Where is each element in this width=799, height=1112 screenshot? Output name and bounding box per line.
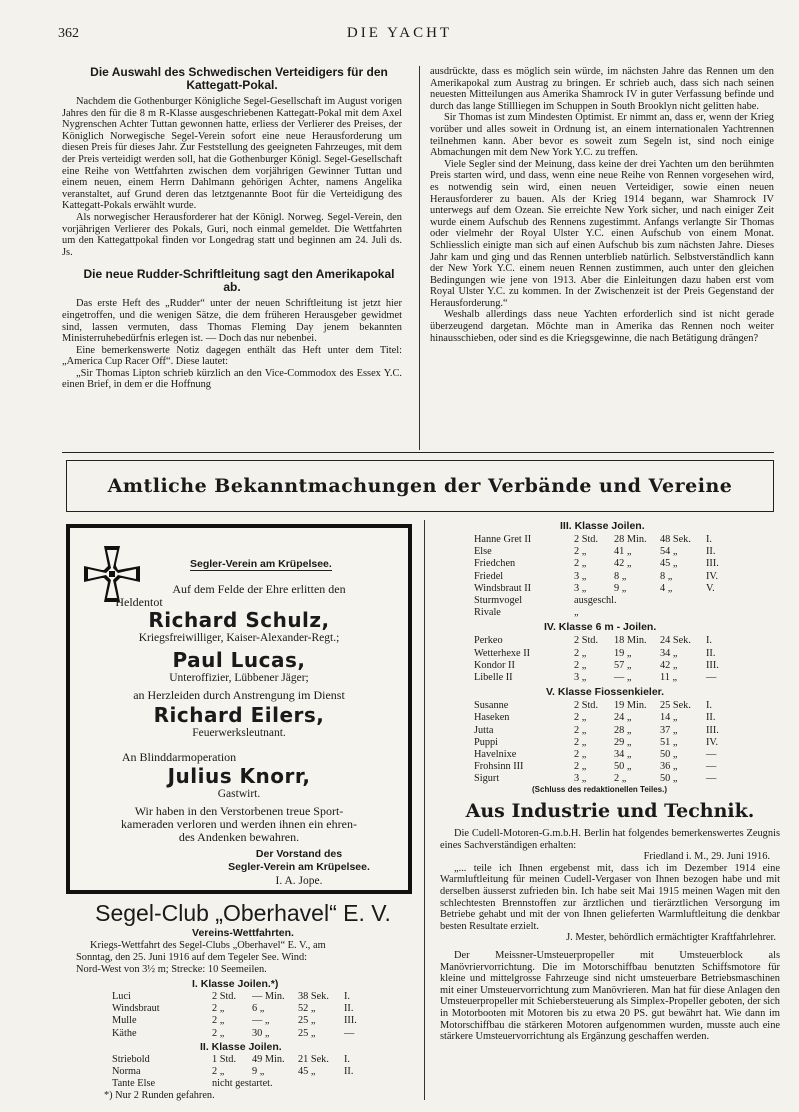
paragraph: Viele Segler sind der Meinung, dass keine der drei Yachten um den berühmten Preis starten wird, und dass, wenn eine neue Reihe von Rennen vorgesehen wird, es notwendig sein wird, einen neuen Verteidiger, sowie einen neuen Herausforderer zu bauen. Als der Krieg 1914 begann, war Shamrock IV unterwegs auf dem Ozean. Sie erreichte New York sicher, und nach einiger Zeit wurde einem Aufschub des Rennens zugestimmt. Anfangs verlangte Sir Thomas oder vielmehr der Royal Ulster Y.C. einen Aufschub von einem Monat. Schliesslich einigte man sich auf einen Aufschub bis zum nächsten Jahre. Dieses Jahr kam und ging und das Rennen unterblieb natürlich. Selbstverständlich kann der New York Y.C. einem neuen Rennen zustimmen, auch unter den gleichen Bedingungen wie jene von 1913. Aber die Einleitungen dazu haben erst vom Royal Ulster Y.C. zu kommen. In der Zwischenzeit ist der Preis Gegenstand der Herausforderung.“ <box>430 158 774 309</box>
placement: II. <box>706 546 716 558</box>
time-minutes: 2 „ <box>614 773 627 785</box>
paragraph: Die Cudell-Motoren-G.m.b.H. Berlin hat folgendes bemerkenswertes Zeugnis eines Sachverständigen erhalten: <box>440 828 780 851</box>
time-hours: 2 Std. <box>574 534 599 545</box>
time-hours: nicht gestartet. <box>212 1078 273 1090</box>
paragraph: Als norwegischer Herausforderer hat der Königl. Norweg. Segel-Verein, den vorjährigen Verlierer des Pokals, Guri, noch einmal gemeldet. Die Wettfahrten um den Kattegattpokal finden vor Longedrag statt und beginnen am 24. Juli ds. Js. <box>62 211 402 258</box>
fallen-description: Gastwirt. <box>217 788 261 800</box>
time-minutes: 6 „ <box>252 1003 265 1015</box>
time-hours: 2 „ <box>574 558 587 570</box>
time-minutes: 18 Min. <box>614 635 647 647</box>
time-minutes: 50 „ <box>614 761 632 773</box>
boat-name: Käthe <box>112 1027 137 1039</box>
boat-name: Jutta <box>474 724 494 736</box>
time-hours: 2 „ <box>574 761 587 773</box>
placement: I. <box>344 1053 351 1065</box>
time-seconds: 37 „ <box>660 724 678 736</box>
time-minutes: 28 Min. <box>614 534 647 545</box>
time-hours: 3 „ <box>574 672 587 683</box>
paragraph: Der Meissner-Umsteuerpropeller mit Umsteuerblock als Manövriervorrichtung. Die im Motorschiffbau benutzten Schiffsmotore für kleine und mittelgrosse Fahrzeuge sind nicht umsteuerbare Betriebsmaschinen mit einer Umsteuervorrichtung zum Manövrieren. Man hat für diese Anlagen den Umsteuerpropeller mit Schiebersteuerung als Simplex-Propeller geboten, der sich in Motorbooten mit Motoren bis zu etwa 20 PS. gut bewährt hat. Wie dann im Motorschiffbau die stärkeren Motoren aufgenommen wurden, musste auch eine stärkere Umsteuervorrichtung als Ergänzung geschaffen werden. <box>440 949 780 1043</box>
time-minutes: 9 „ <box>614 582 627 594</box>
time-seconds: 42 „ <box>660 659 678 671</box>
placement: II. <box>344 1003 354 1015</box>
placement: IV. <box>706 570 719 582</box>
time-seconds: 36 „ <box>660 761 678 773</box>
boat-name: Puppi <box>474 736 499 748</box>
time-hours: 2 „ <box>212 1027 225 1039</box>
class-heading: I. Klasse Joilen.*) <box>192 978 279 990</box>
dateline: Friedland i. M., 29. Juni 1916. <box>643 851 770 863</box>
time-hours: 2 „ <box>574 724 587 736</box>
placement: III. <box>706 558 719 570</box>
class-heading: II. Klasse Joilen. <box>200 1040 282 1053</box>
column-divider <box>424 520 425 1100</box>
signed-line: J. Mester, behördlich ermächtigter Kraftfahrlehrer. <box>566 932 776 944</box>
time-minutes: — „ <box>252 1015 270 1027</box>
closing-line: kameraden verloren und werden ihnen ein ehren- <box>121 817 357 831</box>
boat-name: Susanne <box>474 700 509 712</box>
time-seconds: 50 „ <box>660 773 678 785</box>
society-name: Segler-Verein am Krüpelsee. <box>190 558 332 570</box>
time-hours: 2 „ <box>574 546 587 558</box>
paragraph: ausdrückte, dass es möglich sein würde, im nächsten Jahre das Rennen um den Amerikapokal zum Austrag zu bringen. Er schrieb auch, dass sich nach seinen neuesten Mitteilungen aus Amerika Shamrock IV in guter Verfassung befinde und durch das lange Stillliegen im Schuppen in South Brooklyn nicht gelitten habe. <box>430 66 774 112</box>
boat-name: Luci <box>112 991 131 1002</box>
boat-name: Friedel <box>474 570 504 582</box>
time-minutes: — „ <box>614 672 632 683</box>
right-column-top <box>430 66 774 344</box>
time-minutes: 30 „ <box>252 1027 270 1039</box>
time-hours: 2 Std. <box>574 635 599 647</box>
paragraph: Eine bemerkenswerte Notiz dagegen enthält das Heft unter dem Titel: „America Cup Racer Off“. Diese lautet: <box>62 344 402 368</box>
placement: II. <box>344 1066 354 1077</box>
time-seconds: 8 „ <box>660 570 673 582</box>
intro-line: Auf dem Felde der Ehre erlitten den <box>172 582 346 596</box>
time-seconds: 25 „ <box>298 1027 316 1039</box>
industrie-column <box>440 828 780 1043</box>
placement: IV. <box>706 736 719 748</box>
official-announcements-banner <box>66 460 774 512</box>
paragraph: Weshalb allerdings dass neue Yachten erforderlich sind ist nicht gerade überzeugend dargetan. Möchte man in Amerika das Rennen noch weiter hinausschieben, oder sind es die Kriegsgewinne, die nach Betätigung drängen? <box>430 309 774 344</box>
boat-name: Perkeo <box>474 635 503 647</box>
time-minutes: 9 „ <box>252 1066 265 1077</box>
time-hours: 2 „ <box>574 712 587 724</box>
signature: I. A. Jope. <box>275 875 323 887</box>
intro-line: Nord-West von 3½ m; Strecke: 10 Seemeilen. <box>76 964 267 975</box>
end-note: (Schluss des redaktionellen Teiles.) <box>532 785 668 794</box>
placement: — <box>706 672 717 683</box>
class-results <box>474 520 774 790</box>
time-minutes: 42 „ <box>614 558 632 570</box>
placement: II. <box>706 712 716 724</box>
time-hours: 1 Std. <box>212 1053 237 1065</box>
boat-name: Windsbraut <box>112 1003 160 1015</box>
time-seconds: 25 Sek. <box>660 700 691 712</box>
time-hours: 3 „ <box>574 570 587 582</box>
time-hours: 2 „ <box>212 1015 225 1027</box>
board-line: Segler-Verein am Krüpelsee. <box>228 861 370 873</box>
time-seconds: 38 Sek. <box>298 991 329 1002</box>
boat-name: Libelle II <box>474 672 513 683</box>
fallen-name: Julius Knorr, <box>167 764 311 788</box>
time-hours: ausgeschl. <box>574 595 617 606</box>
fallen-description: Feuerwerksleutnant. <box>192 727 286 739</box>
time-seconds: 24 Sek. <box>660 635 691 647</box>
time-hours: 2 „ <box>574 647 587 659</box>
class-heading: III. Klasse Joilen. <box>560 520 645 532</box>
letter-text: „... teile ich Ihnen ergebenst mit, dass ich im Dezember 1914 eine Warmluftleitung für meinen Cudell-Vergaser von Ihnen bezogen habe und mit derselben äusserst zufrieden bin. Ich habe seit Mai 1915 meinen Wagen mit den schlechtesten Brennstoffen zur ärztlichen und tierärztlichen Versorgung im Betriebe gehabt und mit der von Ihnen gelieferten Warmluftleitung die denkbar besten Resultate erzielt. <box>440 862 780 932</box>
time-hours: 2 Std. <box>574 700 599 712</box>
cause-line: an Herzleiden durch Anstrengung im Dienst <box>133 688 345 702</box>
time-minutes: 24 „ <box>614 712 632 724</box>
boat-name: Wetterhexe II <box>474 647 531 659</box>
time-seconds: 21 Sek. <box>298 1053 329 1065</box>
time-seconds: 54 „ <box>660 546 678 558</box>
time-minutes: 49 Min. <box>252 1053 285 1065</box>
time-minutes: 29 „ <box>614 736 632 748</box>
time-seconds: 52 „ <box>298 1003 316 1015</box>
paragraph: Das erste Heft des „Rudder“ unter der neuen Schriftleitung ist jetzt hier eingetroffen, und die wenigen Sätze, die dem früheren Herausgeber gewidmet sind, lassen vermuten, dass Thomas Fleming Day jenem bekannten Ministerruhebedürfnis erlegen ist. — Doch das nur nebenbei. <box>62 298 402 345</box>
time-hours: 3 „ <box>574 582 587 594</box>
board-line: Der Vorstand des <box>255 848 343 860</box>
boat-name: Friedchen <box>474 558 516 570</box>
paragraph: Sir Thomas ist zum Mindesten Optimist. Er nimmt an, dass er, wenn der Krieg vorüber und alles soweit in Ordnung ist, an einem internationalen Yachtrennen teilnehmen kann. Aber bevor es soweit zum Segeln ist, sind noch einige Abmachungen mit dem New York Y.C. zu treffen. <box>430 112 774 159</box>
segel-club-intro <box>76 940 416 976</box>
time-hours: 2 „ <box>574 736 587 748</box>
boat-name: Haseken <box>474 712 510 724</box>
placement: — <box>706 773 717 785</box>
article-heading-kattegatt: Die Auswahl des Schwedischen Verteidigers für den Kattegatt-Pokal. <box>90 65 388 92</box>
paragraph: Nachdem die Gothenburger Königliche Segel-Gesellschaft im August vorigen Jahres den für die 8 m R-Klasse ausgeschriebenen Kattegatt-Pokal mit dem Axel Nygrenschen Achter Tuttan gewonnen hatte, erliess der Verlierer des Preises, der Königlich Norwegische Segel-Verein sofort eine neue Herausforderung um diesen Preis für dieses Jahr. Zur Feststellung des geeigneten Fahrzeuges, mit dem der Preis verteidigt werden soll, hat die Gothenburger Königl. Segel-Gesellschaft eine Reihe von Wettfahrten zwischen dem vorjährigen Gewinner Tuttan und einem neuen, einem Herrn Dahlmann gehörigen Achter, namens Angelika veranstaltet, auf Grund deren das letztgenannte Boot für die Verteidigung des Kattegatt-Pokals erwählt wurde. <box>62 96 402 212</box>
placement: — <box>344 1027 355 1039</box>
time-seconds: 14 „ <box>660 712 678 724</box>
time-seconds: 50 „ <box>660 749 678 760</box>
time-seconds: 34 „ <box>660 647 678 659</box>
placement: I. <box>706 700 713 712</box>
boat-name: Windsbraut II <box>474 582 532 594</box>
placement: II. <box>706 647 716 659</box>
time-hours: 2 „ <box>212 1066 225 1077</box>
intro-line: Sonntag, den 25. Juni 1916 auf dem Tegeler See. Wind: <box>76 952 308 963</box>
oberhavel-results <box>112 978 412 1088</box>
running-title: DIE YACHT <box>346 25 453 41</box>
boat-name: Hanne Gret II <box>474 534 532 545</box>
boat-name: Norma <box>112 1066 141 1077</box>
footnote: *) Nur 2 Runden gefahren. <box>104 1090 215 1101</box>
boat-name: Rivale <box>474 607 501 619</box>
time-seconds: 25 „ <box>298 1015 316 1027</box>
banner-title: Amtliche Bekanntmachungen der Verbände und Vereine <box>107 475 733 497</box>
boat-name: Sigurt <box>474 773 500 785</box>
boat-name: Striebold <box>112 1053 150 1065</box>
boat-name: Sturmvogel <box>474 595 523 606</box>
time-seconds: 45 „ <box>298 1066 316 1077</box>
time-hours: 2 Std. <box>212 991 237 1002</box>
page-number: 362 <box>58 26 79 41</box>
paragraph: „Sir Thomas Lipton schrieb kürzlich an den Vice-Commodox des Essex Y.C. einen Brief, in dem er die Hoffnung <box>62 367 402 391</box>
industrie-title: Aus Industrie und Technik. <box>465 800 755 822</box>
left-column-top <box>62 66 402 391</box>
placement: — <box>706 749 717 760</box>
boat-name: Frohsinn III <box>474 761 524 773</box>
cause-line: An Blinddarmoperation <box>121 750 237 764</box>
obituary-notice <box>66 524 412 894</box>
segel-club-subtitle: Vereins-Wettfahrten. <box>192 927 294 939</box>
boat-name: Mulle <box>112 1015 137 1027</box>
closing-line: Wir haben in den Verstorbenen treue Sport- <box>134 804 344 818</box>
time-minutes: 34 „ <box>614 749 632 760</box>
section-rule <box>62 452 774 453</box>
time-minutes: 8 „ <box>614 570 627 582</box>
boat-name: Havelnixe <box>474 749 517 760</box>
time-minutes: — Min. <box>252 991 285 1002</box>
placement: III. <box>344 1015 357 1027</box>
time-seconds: 48 Sek. <box>660 534 691 545</box>
segel-club-title: Segel-Club „Oberhavel“ E. V. <box>95 900 391 926</box>
time-minutes: 41 „ <box>614 546 632 558</box>
fallen-name: Paul Lucas, <box>172 648 306 672</box>
placement: I. <box>706 635 713 647</box>
column-divider <box>419 66 420 450</box>
fallen-name: Richard Eilers, <box>153 703 325 727</box>
time-hours: 2 „ <box>212 1003 225 1015</box>
time-minutes: 19 „ <box>614 647 632 659</box>
boat-name: Else <box>474 546 492 558</box>
class-heading: V. Klasse Fiossenkieler. <box>546 686 665 699</box>
intro-line: Heldentot <box>115 595 163 609</box>
fallen-description: Kriegsfreiwilliger, Kaiser-Alexander-Regt.; <box>138 632 340 644</box>
time-seconds: 4 „ <box>660 582 673 594</box>
placement: — <box>706 761 717 773</box>
fallen-name: Richard Schulz, <box>148 608 330 632</box>
time-hours: 2 „ <box>574 659 587 671</box>
intro-line: Kriegs-Wettfahrt des Segel-Clubs „Oberhavel“ E. V., am <box>90 940 326 951</box>
placement: I. <box>706 534 713 545</box>
placement: V. <box>706 582 715 594</box>
time-seconds: 45 „ <box>660 558 678 570</box>
placement: I. <box>344 991 351 1002</box>
class-heading: IV. Klasse 6 m - Joilen. <box>544 621 657 634</box>
closing-line: des Andenken bewahren. <box>178 830 300 844</box>
time-minutes: 57 „ <box>614 659 632 671</box>
fallen-description: Unteroffizier, Lübbener Jäger; <box>169 672 309 684</box>
time-hours: 2 „ <box>574 749 587 760</box>
boat-name: Tante Else <box>112 1078 156 1090</box>
placement: III. <box>706 724 719 736</box>
time-hours: „ <box>574 607 579 619</box>
time-hours: 3 „ <box>574 773 587 785</box>
boat-name: Kondor II <box>474 659 515 671</box>
time-seconds: 11 „ <box>660 672 678 683</box>
time-minutes: 28 „ <box>614 724 632 736</box>
time-minutes: 19 Min. <box>614 700 647 712</box>
article-heading-rudder: Die neue Rudder-Schriftleitung sagt den Amerikapokal ab. <box>83 267 395 295</box>
placement: III. <box>706 659 719 671</box>
time-seconds: 51 „ <box>660 736 678 748</box>
